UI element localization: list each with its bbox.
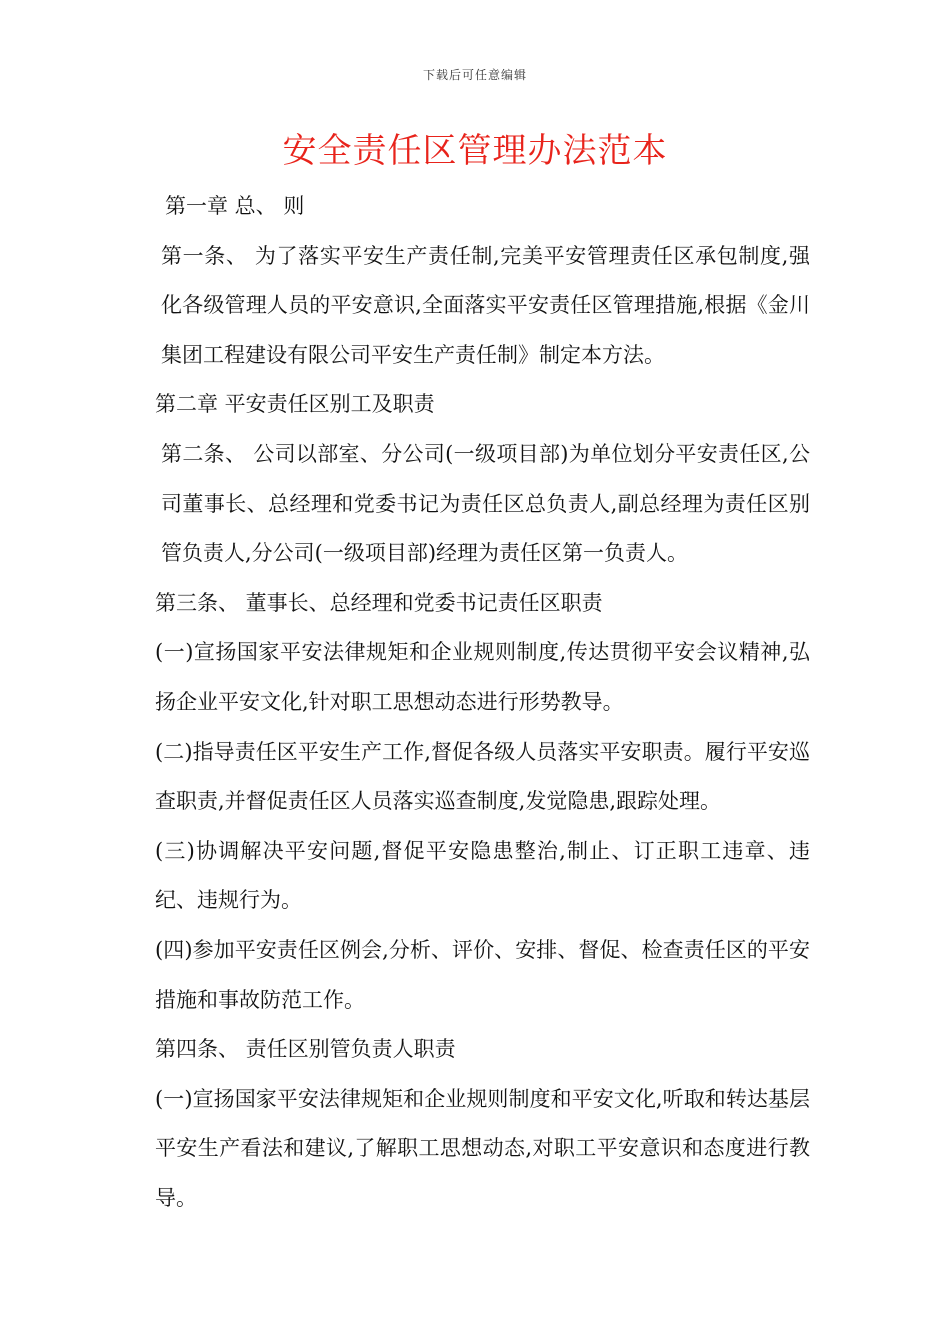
chapter-heading-1: 第一章 总、 则: [165, 194, 305, 218]
document-body: [145, 182, 810, 1223]
document-title: 安全责任区管理办法范本: [282, 131, 668, 171]
article-4-heading: 第四条、 责任区别管负责人职责: [155, 1037, 456, 1062]
article-1: 第一条、 为了落实平安生产责任制,完美平安管理责任区承包制度,强化各级管理人员的平安意识,全面落实平安责任区管理措施,根据《金川集团工程建设有限公司平安生产责任制》制定本方法。: [161, 243, 810, 367]
article-3-item-1: (一)宣扬国家平安法律规矩和企业规则制度,传达贯彻平安会议精神,弘扬企业平安文化,针对职工思想动态进行形势教导。: [155, 640, 810, 714]
article-3-heading: 第三条、 董事长、总经理和党委书记责任区职责: [155, 590, 603, 615]
chapter-heading-2: 第二章 平安责任区别工及职责: [155, 392, 435, 417]
article-3-item-3: (三)协调解决平安问题,督促平安隐患整治,制止、订正职工违章、违纪、违规行为。: [155, 838, 810, 913]
article-3-item-2: (二)指导责任区平安生产工作,督促各级人员落实平安职责。履行平安巡查职责,并督促责任区人员落实巡查制度,发觉隐患,跟踪处理。: [155, 739, 810, 814]
header-note: 下载后可任意编辑: [422, 68, 527, 82]
article-3-item-4: (四)参加平安责任区例会,分析、评价、安排、督促、检查责任区的平安措施和事故防范工作。: [155, 937, 810, 1012]
article-4-item-1: (一)宣扬国家平安法律规矩和企业规则制度和平安文化,听取和转达基层平安生产看法和建议,了解职工思想动态,对职工平安意识和态度进行教导。: [155, 1086, 810, 1210]
article-2: 第二条、 公司以部室、分公司(一级项目部)为单位划分平安责任区,公司董事长、总经理和党委书记为责任区总负责人,副总经理为责任区别管负责人,分公司(一级项目部)经理为责任区第一负责人。: [161, 441, 810, 566]
